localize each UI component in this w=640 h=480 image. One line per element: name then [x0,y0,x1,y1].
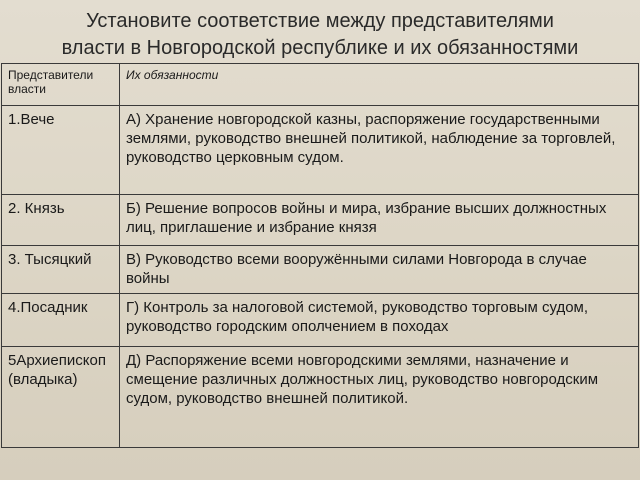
table-row [2,195,639,246]
representative-cell: 2. Князь [2,195,120,246]
duty-cell: Д) Распоряжение всеми новгородскими землями, назначение и смещение различных должностных лиц, руководство новгородским судом, руководство внешней политикой. [120,346,639,447]
duty-cell: В) Руководство всеми вооружёнными силами Новгорода в случае войны [120,245,639,294]
representative-cell: 4.Посадник [2,294,120,347]
table-row [2,245,639,294]
title-line-2: власти в Новгородской республике и их обязанностями [61,37,579,59]
table-header-row [2,64,639,106]
duty-cell: А) Хранение новгородской казны, распоряжение государственными землями, руководство внешней политикой, наблюдение за торговлей, руководство церковным судом. [120,106,639,195]
duty-cell: Г) Контроль за налоговой системой, руководство торговым судом, руководство городским ополчением в походах [120,294,639,347]
header-representatives: Представители власти [2,64,120,106]
header-duties: Их обязанности [120,64,639,106]
table-row [2,346,639,447]
table-row [2,294,639,347]
matching-table [1,63,639,448]
representative-cell: 3. Тысяцкий [2,245,120,294]
slide-title [0,8,640,62]
representative-cell: 1.Вече [2,106,120,195]
title-line-1: Установите соответствие между представителями [86,10,554,32]
representative-cell: 5Архиепископ (владыка) [2,346,120,447]
duty-cell: Б) Решение вопросов войны и мира, избрание высших должностных лиц, приглашение и избрание князя [120,195,639,246]
table-row [2,106,639,195]
